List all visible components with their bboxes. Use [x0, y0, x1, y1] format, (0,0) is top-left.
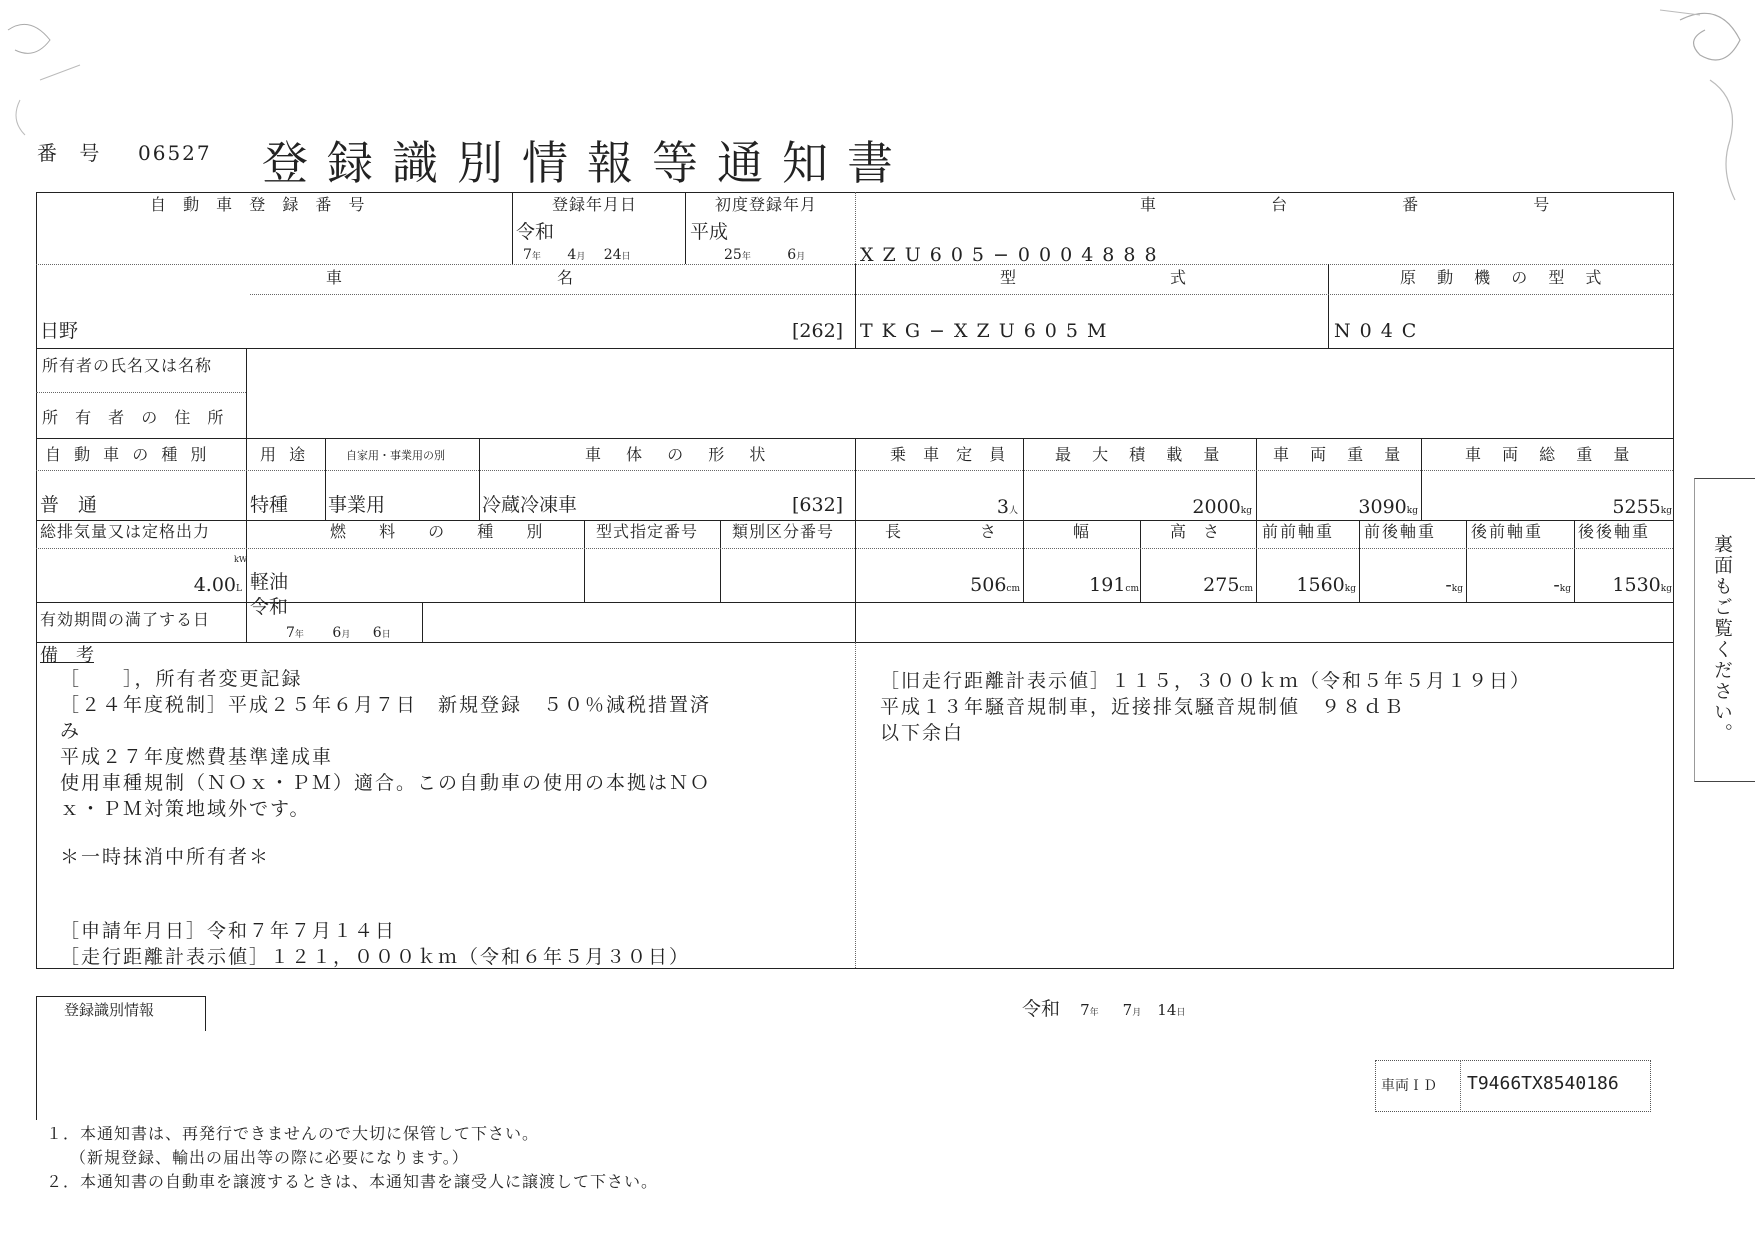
side-note: 裏面もご覧ください。 — [1711, 534, 1733, 744]
model-value: TKG−XZU605M — [860, 320, 1116, 342]
fuel-value: 軽油 — [250, 571, 289, 593]
front-front-axle-label: 前前軸重 — [1262, 522, 1335, 541]
first-reg-value: 25年 6月 — [724, 247, 806, 263]
issue-date: 令和 7年 7月 14日 — [1022, 998, 1186, 1020]
rear-front-axle-label: 後前軸重 — [1471, 522, 1544, 541]
max-load-value: 2000kg — [1192, 496, 1252, 518]
vehicle-name-value: 日野 — [40, 320, 79, 342]
width-label: 幅 — [1073, 522, 1091, 541]
engine-value: N04C — [1334, 320, 1426, 342]
engine-label: 原 動 機 の 型 式 — [1400, 268, 1610, 287]
number-value: 06527 — [138, 141, 212, 165]
rear-rear-axle-value: 1530kg — [1612, 574, 1672, 596]
vehicle-type-label: 自 動 車 の 種 別 — [45, 445, 211, 464]
expiry-date-value: 7年 6月 6日 — [286, 625, 391, 641]
body-label: 車 体 の 形 状 — [585, 445, 776, 464]
remarks-line: み — [60, 720, 82, 742]
remarks-line: ［走行距離計表示値］１２１，０００ｋｍ（令和６年５月３０日） — [60, 946, 691, 968]
category-label: 類別区分番号 — [732, 522, 835, 541]
remarks-right-line: 以下余白 — [880, 722, 965, 744]
name-label-1: 車 — [326, 268, 344, 287]
remarks-line: ［２４年度税制］平成２５年６月７日 新規登録 ５０％減税措置済 — [60, 694, 712, 716]
max-load-label: 最 大 積 載 量 — [1055, 445, 1228, 464]
name-label-2: 名 — [557, 268, 575, 287]
expiry-label: 有効期間の満了する日 — [40, 610, 211, 629]
private-value: 事業用 — [328, 494, 386, 516]
remarks-right-line: 平成１３年騒音規制車，近接排気騒音規制値 ９８ｄＢ — [880, 696, 1406, 718]
corner-ornament-right — [1640, 0, 1755, 230]
body-shape-code: [632] — [792, 494, 844, 516]
remarks-line: ＊一時抹消中所有者＊ — [60, 846, 271, 868]
remarks-right-line: ［旧走行距離計表示値］１１５，３００ｋｍ（令和５年５月１９日） — [880, 670, 1532, 692]
use-value: 特種 — [250, 494, 289, 516]
fuel-label: 燃 料 の 種 別 — [330, 522, 557, 541]
length-label-2: さ — [980, 522, 998, 541]
front-front-axle-value: 1560kg — [1296, 574, 1356, 596]
reg-date-value: 7年 4月 24日 — [523, 247, 631, 263]
vehicle-type-value: 普 通 — [40, 494, 98, 516]
reg-number-label: 自 動 車 登 録 番 号 — [150, 195, 371, 214]
capacity-label: 乗 車 定 員 — [890, 445, 1012, 464]
vehicle-id-label: 車両ＩＤ — [1381, 1078, 1437, 1094]
remarks-line: ｘ・ＰＭ対策地域外です。 — [60, 798, 311, 820]
displacement-value: 4.00L — [193, 574, 242, 596]
remarks-line: ［申請年月日］令和７年７月１４日 — [60, 920, 397, 942]
remarks-label: 備 考 — [40, 645, 94, 666]
expiry-era: 令和 — [250, 596, 289, 618]
first-reg-era: 平成 — [690, 221, 729, 243]
corner-ornament-left — [0, 10, 100, 150]
vehicle-id-value: T9466TX8540186 — [1467, 1073, 1619, 1094]
owner-name-label: 所有者の氏名又は名称 — [42, 356, 213, 375]
vehicle-name-code: [262] — [792, 320, 844, 342]
reg-date-label: 登録年月日 — [552, 195, 638, 214]
body-shape-value: 冷蔵冷凍車 — [482, 494, 578, 516]
number-label: 番 号 — [37, 141, 108, 165]
document-title: 登録識別情報等通知書 — [262, 136, 912, 190]
length-value: 506cm — [970, 574, 1020, 596]
gross-weight-label: 車 両 総 重 量 — [1465, 445, 1638, 464]
remarks-line: ［ ］，所有者変更記録 — [60, 668, 303, 690]
displacement-label: 総排気量又は定格出力 — [40, 522, 211, 541]
height-value: 275cm — [1203, 574, 1253, 596]
model-label-1: 型 — [1000, 268, 1018, 287]
remarks-line: 平成２７年度燃費基準達成車 — [60, 746, 334, 768]
designation-label: 型式指定番号 — [596, 522, 699, 541]
model-label-2: 式 — [1170, 268, 1188, 287]
private-label: 自家用・事業用の別 — [346, 449, 445, 462]
gross-weight-value: 5255kg — [1612, 496, 1672, 518]
length-label-1: 長 — [885, 522, 903, 541]
footer-note: （新規登録、輸出の届出等の際に必要になります。） — [70, 1148, 469, 1167]
front-rear-axle-value: -kg — [1445, 574, 1463, 596]
use-label: 用 途 — [260, 445, 310, 464]
id-info-label: 登録識別情報 — [64, 1001, 155, 1019]
kw-unit: kW — [234, 555, 248, 564]
first-reg-label: 初度登録年月 — [715, 195, 818, 214]
rear-front-axle-value: -kg — [1553, 574, 1571, 596]
vehicle-weight-value: 3090kg — [1358, 496, 1418, 518]
height-label: 高 さ — [1170, 522, 1226, 541]
capacity-value: 3人 — [996, 496, 1018, 518]
footer-note: １．本通知書は、再発行できませんので大切に保管して下さい。 — [46, 1124, 540, 1143]
chassis-label: 車 台 番 号 — [1140, 195, 1605, 214]
remarks-line: 使用車種規制（ＮＯｘ・ＰＭ）適合。この自動車の使用の本拠はＮＯ — [60, 772, 712, 794]
width-value: 191cm — [1089, 574, 1139, 596]
reg-date-era: 令和 — [516, 221, 555, 243]
owner-address-label: 所 有 者 の 住 所 — [42, 408, 230, 427]
front-rear-axle-label: 前後軸重 — [1364, 522, 1437, 541]
weight-label: 車 両 重 量 — [1273, 445, 1409, 464]
chassis-value: XZU605−0004888 — [860, 244, 1166, 266]
rear-rear-axle-label: 後後軸重 — [1578, 522, 1651, 541]
footer-note: ２．本通知書の自動車を譲渡するときは、本通知書を譲受人に譲渡して下さい。 — [46, 1172, 659, 1191]
